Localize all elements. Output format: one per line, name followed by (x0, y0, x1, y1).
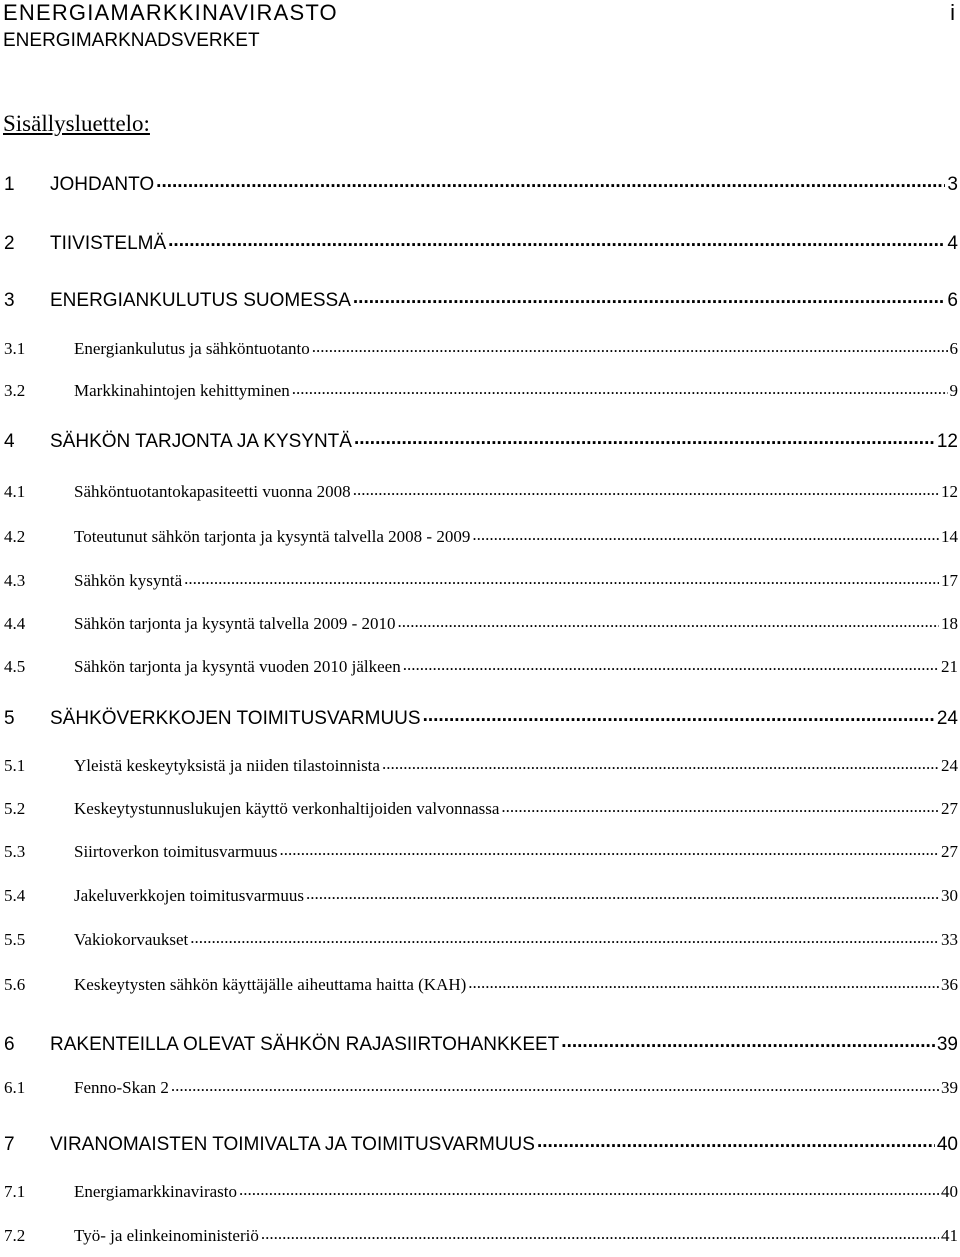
toc-title: Sisällysluettelo: (3, 111, 150, 136)
toc-entry-number: 3.2 (4, 381, 26, 400)
toc-dot-leader (353, 480, 939, 497)
toc-entry-title: Sähkön kysyntä (74, 571, 183, 590)
toc-entry-number: 1 (4, 174, 15, 195)
toc-entry-title: SÄHKÖVERKKOJEN TOIMITUSVARMUUS (50, 708, 421, 729)
toc-entry-page: 9 (949, 381, 958, 400)
organization-name-finnish: ENERGIAMARKKINAVIRASTO (3, 0, 338, 25)
toc-entry (4, 973, 958, 995)
toc-entry (4, 655, 958, 677)
toc-entry-number: 4 (4, 431, 15, 452)
toc-entry (4, 884, 958, 906)
toc-entry (4, 840, 958, 862)
toc-entry-page: 40 (941, 1182, 958, 1201)
toc-entry-title: VIRANOMAISTEN TOIMIVALTA JA TOIMITUSVARMUUS (50, 1134, 535, 1155)
organization-name-swedish: ENERGIMARKNADSVERKET (3, 30, 260, 51)
toc-entry-title: Sähköntuotantokapasiteetti vuonna 2008 (74, 482, 351, 501)
toc-entry (4, 705, 958, 730)
toc-dot-leader (156, 171, 945, 190)
toc-entry-title: TIIVISTELMÄ (50, 233, 167, 254)
toc-entry-page: 40 (936, 1134, 958, 1155)
toc-entry-page: 17 (941, 571, 958, 590)
toc-entry-page: 33 (941, 930, 958, 949)
toc-entry-number: 5.2 (4, 799, 26, 818)
toc-dot-leader (261, 1224, 939, 1241)
toc-entry-page: 39 (941, 1078, 958, 1097)
toc-entry-number: 5.4 (4, 886, 26, 905)
toc-entry-number: 3 (4, 290, 15, 311)
toc-entry-title: Sähkön tarjonta ja kysyntä talvella 2009 - 2010 (74, 614, 396, 633)
toc-dot-leader (398, 612, 939, 629)
toc-dot-leader (190, 928, 939, 945)
toc-entry-number: 6 (4, 1034, 15, 1055)
toc-dot-leader (382, 754, 939, 771)
toc-entry-page: 3 (947, 174, 958, 195)
toc-dot-leader (353, 287, 946, 306)
toc-entry-page: 24 (941, 756, 958, 775)
toc-entry-number: 5 (4, 708, 15, 729)
toc-entry-page: 30 (941, 886, 958, 905)
toc-entry-number: 4.2 (4, 527, 26, 546)
toc-entry-page: 27 (941, 842, 958, 861)
toc-dot-leader (239, 1180, 939, 1197)
toc-entry (4, 337, 958, 359)
toc-entry-number: 2 (4, 233, 15, 254)
toc-dot-leader (403, 655, 939, 672)
toc-entry-number: 7.1 (4, 1182, 26, 1201)
toc-entry-title: Vakiokorvaukset (74, 930, 189, 949)
toc-entry (4, 1131, 958, 1156)
toc-dot-leader (171, 1076, 939, 1093)
toc-entry-page: 12 (941, 482, 958, 501)
toc-dot-leader (468, 973, 939, 990)
toc-entry-page: 14 (941, 527, 958, 546)
toc-entry-title: Toteutunut sähkön tarjonta ja kysyntä talvella 2008 - 2009 (74, 527, 471, 546)
toc-entry-title: Keskeytysten sähkön käyttäjälle aiheuttama haitta (KAH) (74, 975, 467, 994)
toc-entry-number: 4.4 (4, 614, 26, 633)
toc-entry (4, 428, 958, 453)
toc-entry-number: 4.5 (4, 657, 26, 676)
toc-dot-leader (501, 797, 939, 814)
toc-entry-number: 7.2 (4, 1226, 26, 1245)
toc-entry-page: 4 (947, 233, 958, 254)
toc-entry-number: 5.6 (4, 975, 26, 994)
toc-entry (4, 928, 958, 950)
page-number: i (950, 0, 955, 25)
toc-entry-number: 5.3 (4, 842, 26, 861)
toc-entry-page: 24 (936, 708, 958, 729)
toc-entry-title: Siirtoverkon toimitusvarmuus (74, 842, 278, 861)
toc-entry-title: ENERGIANKULUTUS SUOMESSA (50, 290, 351, 311)
toc-entry-title: Fenno-Skan 2 (74, 1078, 169, 1097)
toc-dot-leader (537, 1131, 935, 1150)
toc-dot-leader (472, 525, 939, 542)
toc-entry-page: 39 (936, 1034, 958, 1055)
toc-entry-page: 6 (947, 290, 958, 311)
toc-dot-leader (184, 569, 939, 586)
toc-entry-page: 36 (941, 975, 958, 994)
toc-entry-title: RAKENTEILLA OLEVAT SÄHKÖN RAJASIIRTOHANKKEET (50, 1034, 560, 1055)
toc-entry-page: 41 (941, 1226, 958, 1245)
toc-entry-title: JOHDANTO (50, 174, 155, 195)
toc-dot-leader (561, 1031, 935, 1050)
toc-entry-number: 6.1 (4, 1078, 26, 1097)
toc-entry-page: 27 (941, 799, 958, 818)
toc-entry-title: Markkinahintojen kehittyminen (74, 381, 290, 400)
toc-entry (4, 480, 958, 502)
toc-entry-title: Työ- ja elinkeinoministeriö (74, 1226, 259, 1245)
toc-entry-page: 21 (941, 657, 958, 676)
toc-entry (4, 379, 958, 401)
toc-entry-title: Energiamarkkinavirasto (74, 1182, 238, 1201)
toc-entry-number: 7 (4, 1134, 15, 1155)
toc-dot-leader (306, 884, 939, 901)
toc-entry-title: Sähkön tarjonta ja kysyntä vuoden 2010 jälkeen (74, 657, 401, 676)
toc-entry (4, 1031, 958, 1056)
toc-dot-leader (280, 840, 939, 857)
toc-entry (4, 525, 958, 547)
toc-entry-title: SÄHKÖN TARJONTA JA KYSYNTÄ (50, 431, 352, 452)
toc-entry (4, 1224, 958, 1246)
toc-entry (4, 171, 958, 196)
toc-dot-leader (423, 705, 935, 724)
toc-entry-page: 6 (949, 339, 958, 358)
toc-dot-leader (354, 428, 935, 447)
toc-entry (4, 754, 958, 776)
toc-entry-number: 4.1 (4, 482, 26, 501)
toc-entry (4, 1076, 958, 1098)
toc-entry (4, 287, 958, 312)
toc-entry (4, 612, 958, 634)
toc-entry-number: 5.5 (4, 930, 26, 949)
toc-entry (4, 569, 958, 591)
toc-entry-title: Yleistä keskeytyksistä ja niiden tilastoinnista (74, 756, 380, 775)
toc-entry (4, 230, 958, 255)
toc-entry (4, 797, 958, 819)
toc-entry-page: 12 (936, 431, 958, 452)
toc-dot-leader (168, 230, 945, 249)
toc-entry-page: 18 (941, 614, 958, 633)
toc-dot-leader (292, 379, 948, 396)
toc-entry-number: 5.1 (4, 756, 26, 775)
toc-entry-title: Keskeytystunnuslukujen käyttö verkonhaltijoiden valvonnassa (74, 799, 500, 818)
toc-entry-title: Jakeluverkkojen toimitusvarmuus (74, 886, 304, 905)
toc-entry-number: 4.3 (4, 571, 26, 590)
toc-entry-number: 3.1 (4, 339, 26, 358)
toc-entry-title: Energiankulutus ja sähköntuotanto (74, 339, 310, 358)
toc-entry (4, 1180, 958, 1202)
toc-dot-leader (312, 337, 948, 354)
